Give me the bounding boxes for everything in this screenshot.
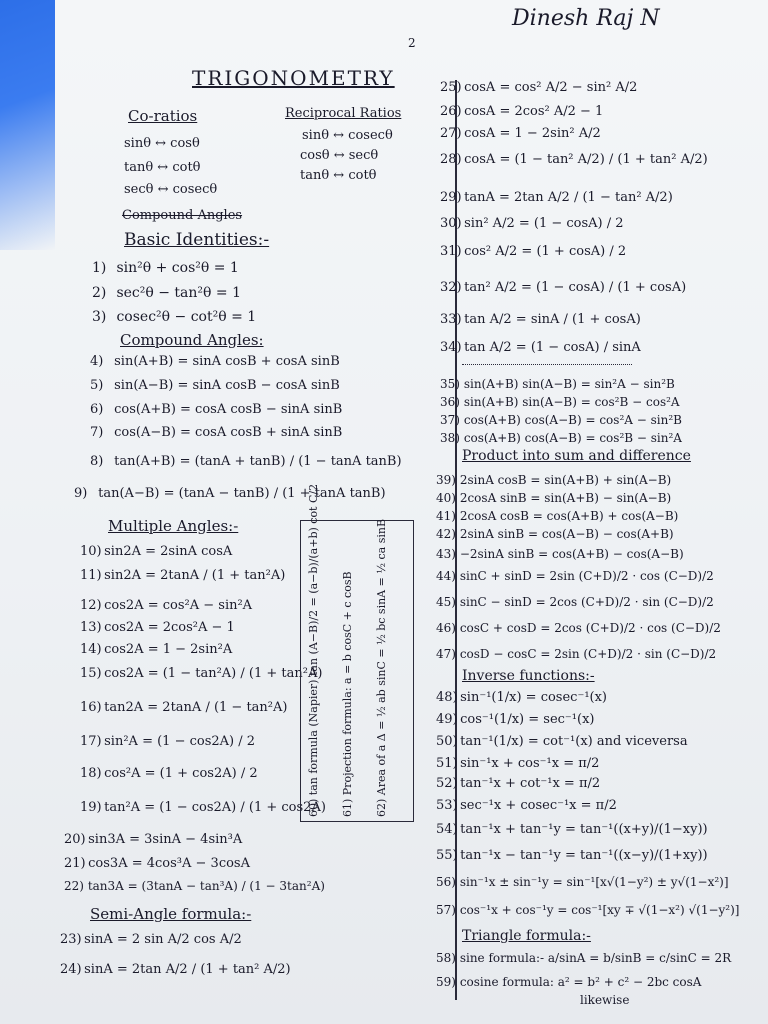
formula-row: 51) sin⁻¹x + cos⁻¹x = π/2	[436, 756, 600, 771]
rotated-formula-box	[300, 483, 414, 822]
triangle-formula-heading: Triangle formula:-	[462, 928, 591, 944]
formula-row: 37) cos(A+B) cos(A−B) = cos²A − sin²B	[440, 413, 682, 427]
formula-row: 11) sin2A = 2tanA / (1 + tan²A)	[80, 568, 286, 583]
semi-angle-heading: Semi-Angle formula:-	[90, 905, 252, 923]
formula-row: 43) −2sinA sinB = cos(A+B) − cos(A−B)	[436, 547, 684, 561]
page-title: TRIGONOMETRY	[192, 66, 395, 90]
compound-angles-heading: Compound Angles:	[120, 331, 264, 349]
projection-formula: 61) Projection formula: a = b cosC + c cosB	[341, 571, 354, 817]
formula-row: 19) tan²A = (1 − cos2A) / (1 + cos2A)	[80, 800, 326, 815]
identity-row: 3) cosec²θ − cot²θ = 1	[92, 309, 257, 325]
formula-row: 28) cosA = (1 − tan² A/2) / (1 + tan² A/2)	[440, 152, 708, 167]
formula-row: 57) cos⁻¹x + cos⁻¹y = cos⁻¹[xy ∓ √(1−x²) √(1−y²)]	[436, 903, 740, 917]
formula-row: 44) sinC + sinD = 2sin (C+D)/2 · cos (C−D)/2	[436, 569, 714, 583]
formula-row: 25) cosA = cos² A/2 − sin² A/2	[440, 80, 638, 95]
formula-row: 53) sec⁻¹x + cosec⁻¹x = π/2	[436, 798, 617, 813]
multiple-angles-heading: Multiple Angles:-	[108, 517, 239, 535]
formula-row: 15) cos2A = (1 − tan²A) / (1 + tan²A)	[80, 666, 323, 681]
basic-identities-heading: Basic Identities:-	[124, 230, 270, 250]
formula-row: 45) sinC − sinD = 2cos (C+D)/2 · sin (C−D)/2	[436, 595, 714, 609]
formula-row: 39) 2sinA cosB = sin(A+B) + sin(A−B)	[436, 473, 672, 487]
reciprocal-ratio-item: sinθ ↔ cosecθ	[302, 128, 393, 143]
formula-row: 31) cos² A/2 = (1 + cosA) / 2	[440, 244, 627, 259]
blue-background-edge	[0, 0, 55, 250]
formula-row: 56) sin⁻¹x ± sin⁻¹y = sin⁻¹[x√(1−y²) ± y√(1−x²)]	[436, 875, 729, 889]
formula-row: 16) tan2A = 2tanA / (1 − tan²A)	[80, 700, 288, 715]
formula-row: 9) tan(A−B) = (tanA − tanB) / (1 + tanA tanB)	[74, 486, 386, 501]
formula-row: 42) 2sinA sinB = cos(A−B) − cos(A+B)	[436, 527, 674, 541]
formula-row: 49) cos⁻¹(1/x) = sec⁻¹(x)	[436, 712, 595, 727]
reciprocal-ratio-item: cosθ ↔ secθ	[300, 148, 379, 163]
formula-row: 47) cosD − cosC = 2sin (C+D)/2 · sin (C−D)/2	[436, 647, 717, 661]
formula-row: 58) sine formula:- a/sinA = b/sinB = c/sinC = 2R	[436, 951, 732, 965]
formula-row: 5) sin(A−B) = sinA cosB − cosA sinB	[90, 378, 340, 393]
formula-row: 38) cos(A+B) cos(A−B) = cos²B − sin²A	[440, 431, 682, 445]
identity-row: 2) sec²θ − tan²θ = 1	[92, 285, 242, 301]
formula-row: 8) tan(A+B) = (tanA + tanB) / (1 − tanA tanB)	[90, 454, 402, 469]
formula-row: 32) tan² A/2 = (1 − cosA) / (1 + cosA)	[440, 280, 687, 295]
formula-row: 26) cosA = 2cos² A/2 − 1	[440, 104, 604, 119]
formula-row: 33) tan A/2 = sinA / (1 + cosA)	[440, 312, 641, 327]
formula-row: 52) tan⁻¹x + cot⁻¹x = π/2	[436, 776, 601, 791]
co-ratio-item: tanθ ↔ cotθ	[124, 160, 201, 175]
formula-row: 6) cos(A+B) = cosA cosB − sinA sinB	[90, 402, 343, 417]
reciprocal-ratios-heading: Reciprocal Ratios	[285, 106, 402, 121]
formula-row: 27) cosA = 1 − 2sin² A/2	[440, 126, 601, 141]
formula-row: 41) 2cosA cosB = cos(A+B) + cos(A−B)	[436, 509, 679, 523]
formula-row: 30) sin² A/2 = (1 − cosA) / 2	[440, 216, 624, 231]
formula-row: 48) sin⁻¹(1/x) = cosec⁻¹(x)	[436, 690, 607, 705]
formula-row: 20) sin3A = 3sinA − 4sin³A	[64, 832, 243, 847]
formula-row: 13) cos2A = 2cos²A − 1	[80, 620, 235, 635]
reciprocal-ratio-item: tanθ ↔ cotθ	[300, 168, 377, 183]
struck-heading: Compound Angles	[122, 208, 243, 223]
page-number: 2	[408, 36, 416, 50]
likewise-note: likewise	[580, 993, 630, 1007]
formula-row: 4) sin(A+B) = sinA cosB + cosA sinB	[90, 354, 340, 369]
formula-row: 36) sin(A+B) sin(A−B) = cos²B − cos²A	[440, 395, 680, 409]
formula-row: 40) 2cosA sinB = sin(A+B) − sin(A−B)	[436, 491, 672, 505]
formula-row: 24) sinA = 2tan A/2 / (1 + tan² A/2)	[60, 962, 291, 977]
formula-row: 18) cos²A = (1 + cos2A) / 2	[80, 766, 258, 781]
formula-row: 14) cos2A = 1 − 2sin²A	[80, 642, 233, 657]
formula-row: 34) tan A/2 = (1 − cosA) / sinA	[440, 340, 641, 355]
formula-row: 10) sin2A = 2sinA cosA	[80, 544, 233, 559]
formula-row: 46) cosC + cosD = 2cos (C+D)/2 · cos (C−D)/2	[436, 621, 721, 635]
formula-row: 17) sin²A = (1 − cos2A) / 2	[80, 734, 256, 749]
co-ratio-item: secθ ↔ cosecθ	[124, 182, 218, 197]
formula-row: 50) tan⁻¹(1/x) = cot⁻¹(x) and viceversa	[436, 734, 688, 749]
formula-row: 59) cosine formula: a² = b² + c² − 2bc cosA	[436, 975, 702, 989]
formula-row: 21) cos3A = 4cos³A − 3cosA	[64, 856, 250, 871]
triangle-area-formula: 62) Area of a Δ = ½ ab sinC = ½ bc sinA = ½ ca sinB	[375, 518, 388, 817]
co-ratios-heading: Co-ratios	[128, 107, 198, 125]
napier-formula: 60) tan formula (Napier) tan (A−B)/2 = (a−b)/(a+b) cot C/2	[307, 483, 320, 817]
formula-row: 55) tan⁻¹x − tan⁻¹y = tan⁻¹((x−y)/(1+xy))	[436, 848, 708, 863]
co-ratio-item: sinθ ↔ cosθ	[124, 136, 200, 151]
product-heading: Product into sum and difference	[462, 448, 691, 464]
inverse-functions-heading: Inverse functions:-	[462, 668, 595, 684]
author-signature: Dinesh Raj N	[512, 6, 660, 31]
identity-row: 1) sin²θ + cos²θ = 1	[92, 260, 239, 276]
formula-row: 12) cos2A = cos²A − sin²A	[80, 598, 253, 613]
formula-row: 22) tan3A = (3tanA − tan³A) / (1 − 3tan²A)	[64, 879, 325, 893]
dotted-separator	[462, 364, 632, 366]
formula-row: 54) tan⁻¹x + tan⁻¹y = tan⁻¹((x+y)/(1−xy))	[436, 822, 708, 837]
formula-row: 23) sinA = 2 sin A/2 cos A/2	[60, 932, 242, 947]
formula-row: 29) tanA = 2tan A/2 / (1 − tan² A/2)	[440, 190, 673, 205]
formula-row: 35) sin(A+B) sin(A−B) = sin²A − sin²B	[440, 377, 675, 391]
formula-row: 7) cos(A−B) = cosA cosB + sinA sinB	[90, 425, 343, 440]
